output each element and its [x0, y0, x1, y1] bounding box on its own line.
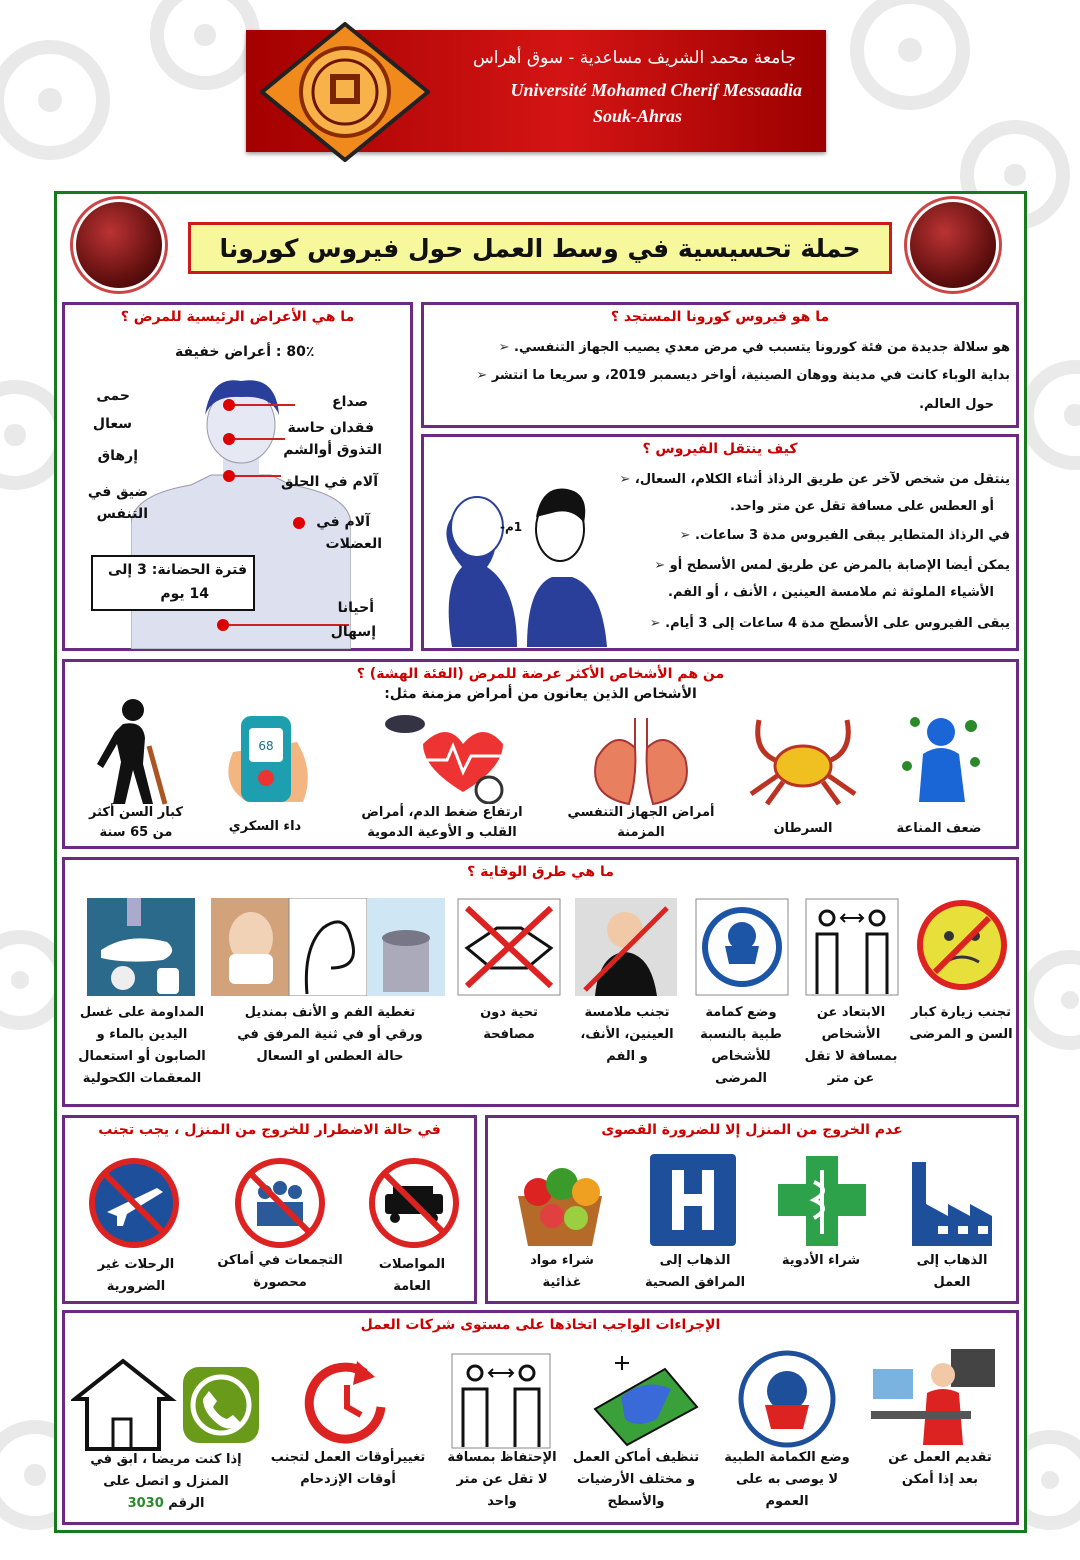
what-is-line-2: بداية الوباء كانت في مدينة ووهان الصينية، أواخر ديسمبر 2019، و سريعا ما انتشر ➢	[476, 367, 1010, 386]
groceries-label-1: شراء مواد	[530, 1253, 594, 1268]
symptom-diarrhea-1: أحيانا	[337, 600, 374, 616]
greeting-label-2: مصافحة	[483, 1027, 535, 1042]
campaign-title-box	[188, 222, 892, 274]
phone-number: 3030	[127, 1496, 164, 1511]
symptom-fever: حمى	[96, 388, 130, 404]
keep-distance-icon	[451, 1353, 551, 1449]
symptoms-panel	[62, 302, 413, 651]
vulnerable-panel	[62, 659, 1019, 849]
weak-immunity-label: ضعف المناعة	[896, 821, 982, 836]
symptom-taste-2: التذوق أوالشم	[283, 442, 382, 458]
cleaning-label-3: والأسطح	[607, 1494, 665, 1509]
stay-home-call-icon	[71, 1357, 267, 1453]
essential-title: عدم الخروج من المنزل إلا للضرورة القصوى	[601, 1122, 903, 1138]
distance-label-1: الابتعاد عن	[816, 1005, 886, 1020]
face-touch-label-2: العينين، الأنف،	[580, 1027, 674, 1042]
blood-pressure-label-1: ارتفاع ضغط الدم، أمراض	[361, 805, 523, 820]
transmission-line-1: ينتقل من شخص لآخر عن طريق الرذاذ أثناء الكلام، السعال، ➢	[619, 471, 1010, 490]
no-gatherings-icon	[233, 1156, 327, 1250]
cover-label-3: حالة العطس او السعال	[256, 1049, 404, 1064]
mask-label-4: المرضى	[715, 1071, 767, 1086]
mild-symptoms-label: 80٪ : أعراض خفيفة	[175, 344, 315, 360]
avoid-visit-label-1: تجنب زيارة كبار	[910, 1005, 1011, 1020]
phone-line	[71, 1495, 261, 1514]
phone-prefix: الرقم	[168, 1496, 205, 1511]
hours-label-2: أوقات الإزدحام	[300, 1472, 396, 1487]
stay-home-label-2: المنزل و اتصل على	[103, 1474, 229, 1489]
mouth-marker	[223, 433, 235, 445]
cancer-label: السرطان	[773, 821, 833, 836]
distance-label-2: الأشخاص	[821, 1027, 881, 1042]
mask-advice-label-2: لا يوصى به على	[735, 1472, 839, 1487]
symptom-muscle-2: العضلات	[325, 536, 382, 552]
university-name-arabic: جامعة محمد الشريف مساعدية - سوق أهراس	[472, 48, 796, 68]
muscle-marker	[293, 517, 305, 529]
vulnerable-subtitle: الأشخاص الذين يعانون من أمراض مزمنة مثل:	[384, 686, 697, 702]
what-is-panel	[421, 302, 1019, 428]
transport-label-1: المواصلات	[378, 1257, 446, 1272]
travel-label-2: الضرورية	[106, 1279, 166, 1294]
remote-work-icon	[867, 1349, 1003, 1445]
factory-icon	[908, 1156, 996, 1248]
background-virus-icon	[150, 0, 260, 90]
mask-advice-label-1: وضع الكمامة الطبية	[724, 1450, 850, 1465]
groceries-label-2: غذائية	[542, 1275, 582, 1290]
gatherings-label-1: التجمعات في أماكن	[217, 1253, 343, 1268]
transmission-line-4: يمكن أيضا الإصابة بالمرض عن طريق لمس الأسطح أو ➢	[654, 557, 1010, 576]
campaign-title: حملة تحسيسية في وسط العمل حول فيروس كورونا	[219, 233, 861, 263]
what-is-line-3: حول العالم.	[919, 397, 994, 412]
remote-work-label-1: تقديم العمل عن	[888, 1450, 992, 1465]
two-people-talking-icon	[432, 477, 612, 647]
incubation-box	[91, 555, 255, 611]
hand-washing-icon	[87, 898, 195, 996]
mask-advice-label-3: العموم	[765, 1494, 809, 1509]
company-title: الإجراءات الواجب اتخاذها على مستوى شركات العمل	[360, 1317, 721, 1333]
medicine-label: شراء الأدوية	[781, 1253, 861, 1268]
transmission-line-5: الأشياء الملوثة ثم ملامسة العينين ، الأنف ، أو الفم.	[668, 585, 994, 600]
transmission-line-3: في الرذاذ المتطاير يبقى الفيروس مدة 3 ساعات. ➢	[680, 527, 1010, 546]
transport-label-2: العامة	[393, 1279, 431, 1294]
pharmacy-icon	[776, 1154, 868, 1248]
change-hours-icon	[295, 1353, 399, 1449]
wash-label-4: المعقمات الكحولية	[82, 1071, 202, 1086]
blood-pressure-label-2: القلب و الأوعية الدموية	[367, 825, 517, 840]
stomach-marker	[217, 619, 229, 631]
lungs-icon	[585, 708, 697, 808]
symptom-cough: سعال	[92, 416, 132, 432]
company-panel	[62, 1310, 1019, 1525]
mask-label-3: للأشخاص	[711, 1049, 771, 1064]
transmission-title: كيف ينتقل الفيروس ؟	[642, 441, 798, 457]
cleaning-icon	[585, 1349, 701, 1449]
avoid-title: في حالة الاضطرار للخروج من المنزل ، يجب تجنب	[98, 1122, 441, 1138]
avoid-visit-label-2: السن و المرضى	[909, 1027, 1013, 1042]
diabetes-label: داء السكري	[228, 819, 302, 834]
distance-label-4: عن متر	[827, 1071, 875, 1086]
work-label-1: الذهاب إلى	[916, 1253, 988, 1268]
incubation-line-1: فترة الحضانة: 3 إلى	[108, 562, 247, 578]
background-virus-icon	[1020, 950, 1080, 1050]
health-facility-label-2: المرافق الصحية	[644, 1275, 746, 1290]
mask-label-2: طبية بالنسبة	[700, 1027, 782, 1042]
background-virus-icon	[1020, 360, 1080, 470]
no-travel-icon	[87, 1156, 181, 1250]
groceries-icon	[508, 1156, 612, 1248]
cover-label-1: تغطية الفم و الأنف بمنديل	[244, 1005, 416, 1020]
work-label-2: العمل	[933, 1275, 971, 1290]
cover-sneeze-icon	[211, 898, 445, 996]
elderly-label-2: من 65 سنة	[99, 825, 173, 840]
wash-label-3: الصابون أو استعمال	[78, 1049, 206, 1064]
coronavirus-icon	[900, 198, 1012, 292]
distance-label: 1م-	[500, 520, 523, 534]
background-virus-icon	[850, 0, 970, 110]
no-visit-elderly-icon	[915, 898, 1009, 992]
greeting-label-1: تحية دون	[480, 1005, 538, 1020]
glucose-meter-icon	[217, 712, 315, 808]
keep-distance-label-2: لا تقل عن متر	[456, 1472, 548, 1487]
face-mask-icon	[695, 898, 789, 996]
gatherings-label-2: محصورة	[253, 1275, 307, 1290]
no-face-touch-icon	[575, 898, 677, 996]
keep-distance-label-3: واحد	[487, 1494, 517, 1509]
health-facility-label-1: الذهاب إلى	[659, 1253, 731, 1268]
transmission-panel	[421, 434, 1019, 651]
no-handshake-icon	[457, 898, 561, 996]
weak-immunity-icon	[895, 702, 987, 802]
cleaning-label-1: تنظيف أماكن العمل	[572, 1450, 700, 1465]
stay-home-label-1: إذا كنت مريضا ، ابق في	[90, 1452, 242, 1467]
vulnerable-title: من هم الأشخاص الأكثر عرضة للمرض (الفئة الهشة) ؟	[356, 666, 725, 682]
hospital-icon	[650, 1154, 736, 1246]
university-city: Souk-Ahras	[592, 106, 682, 126]
keep-distance-label-1: الإحتفاظ بمسافة	[447, 1450, 557, 1465]
no-public-transport-icon	[367, 1156, 461, 1250]
symptom-breath-1: ضيق في	[87, 484, 148, 500]
elderly-person-icon	[93, 698, 173, 806]
symptom-headache: صداع	[332, 394, 368, 410]
symptom-diarrhea-2: إسهال	[330, 624, 376, 640]
transmission-line-2: أو العطس على مسافة تقل عن متر واحد.	[729, 499, 994, 514]
elderly-label-1: كبار السن أكثر	[89, 805, 183, 820]
social-distance-icon	[805, 898, 899, 996]
prevention-title: ما هي طرق الوقاية ؟	[467, 864, 614, 880]
symptom-fatigue: إرهاق	[97, 448, 138, 464]
transmission-line-6: يبقى الفيروس على الأسطح مدة 4 ساعات إلى 3 أيام. ➢	[650, 615, 1010, 634]
travel-label-1: الرحلات غير	[97, 1257, 175, 1272]
wash-label-1: المداومة على غسل	[79, 1005, 205, 1020]
head-marker	[223, 399, 235, 411]
symptom-taste-1: فقدان حاسة	[287, 420, 374, 436]
medical-mask-icon	[737, 1349, 837, 1449]
mask-label-1: وضع كمامة	[705, 1005, 777, 1020]
remote-work-label-2: بعد إذا أمكن	[901, 1472, 979, 1487]
distance-label-3: بمسافة لا تقل	[804, 1049, 898, 1064]
respiratory-label-1: أمراض الجهاز التنفسي	[567, 805, 715, 820]
symptoms-title: ما هي الأعراض الرئيسية للمرض ؟	[120, 309, 355, 325]
face-touch-label-3: و الفم	[606, 1049, 648, 1064]
prevention-panel	[62, 857, 1019, 1107]
avoid-panel	[62, 1115, 477, 1304]
essential-panel	[485, 1115, 1019, 1304]
symptom-muscle-1: آلام في	[316, 514, 370, 530]
respiratory-label-2: المزمنة	[617, 825, 665, 840]
wash-label-2: اليدين بالماء و	[96, 1027, 188, 1042]
symptom-throat: آلام في الحلق	[280, 474, 378, 490]
what-is-line-1: هو سلالة جديدة من فئة كورونا يتسبب في مرض معدي يصيب الجهاز التنفسي. ➢	[499, 339, 1010, 358]
coronavirus-icon	[66, 198, 178, 292]
what-is-title: ما هو فيروس كورونا المستجد ؟	[610, 309, 830, 325]
university-name-french: Université Mohamed Cherif Messaadia	[510, 80, 802, 100]
incubation-line-2: 14 يوم	[160, 586, 209, 602]
symptom-breath-2: التنفس	[96, 506, 148, 522]
glucose-reading: 68	[258, 739, 274, 753]
cover-label-2: ورقي أو في ثنية المرفق في	[237, 1027, 423, 1042]
background-virus-icon	[0, 40, 110, 160]
blood-pressure-icon	[383, 708, 513, 804]
cancer-crab-icon	[745, 710, 861, 806]
face-touch-label-1: تجنب ملامسة	[584, 1005, 670, 1020]
cleaning-label-2: و مختلف الأرضيات	[576, 1472, 696, 1487]
throat-marker	[223, 470, 235, 482]
hours-label-1: تغييرأوقات العمل لتجنب	[270, 1450, 426, 1465]
university-logo-icon	[260, 22, 430, 162]
